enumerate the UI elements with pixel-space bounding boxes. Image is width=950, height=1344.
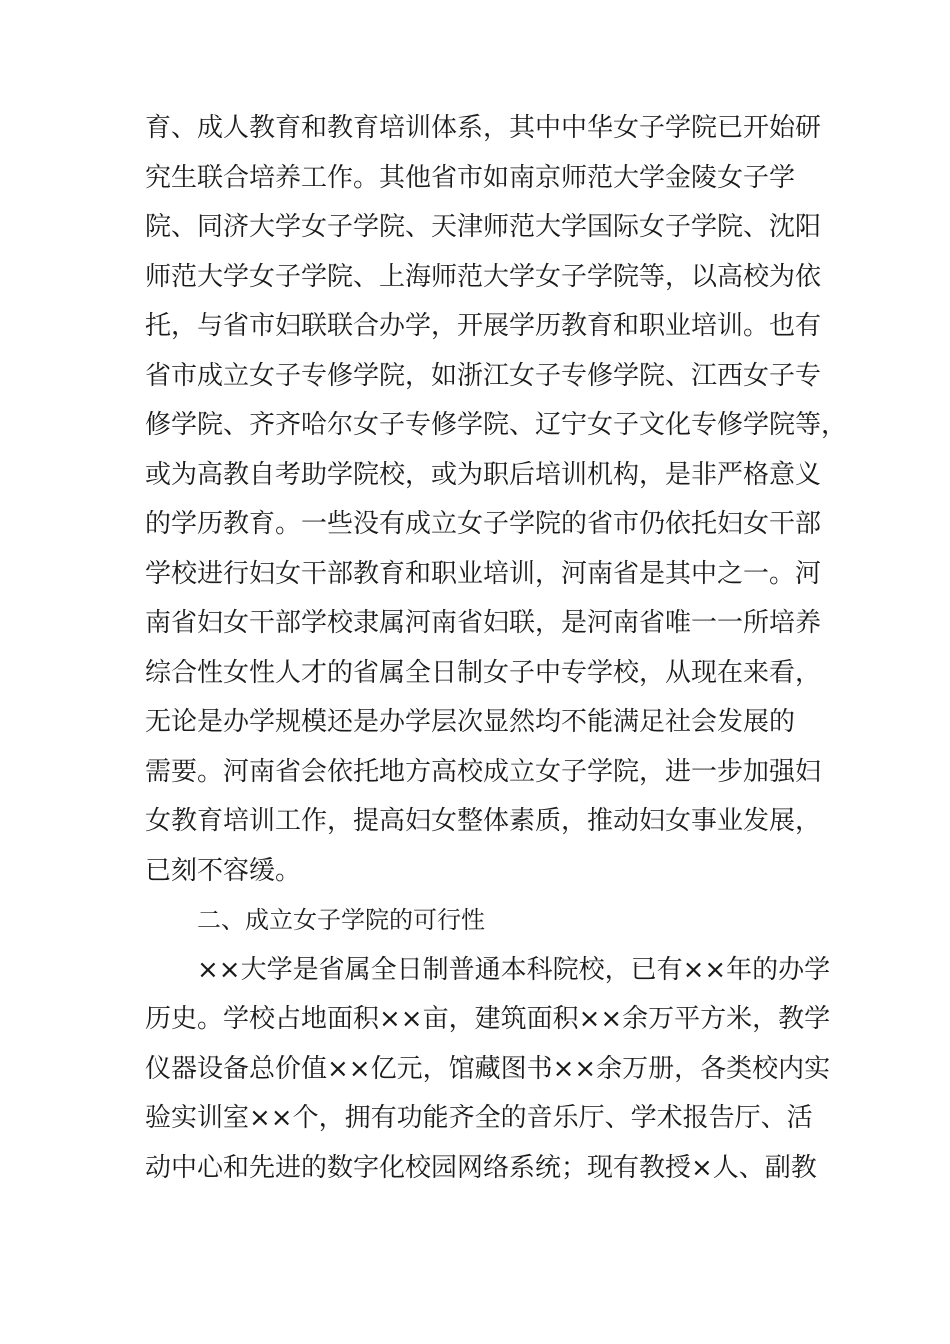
text-line: 无论是办学规模还是办学层次显然均不能满足社会发展的 [145,707,796,737]
text-line: 学校进行妇女干部教育和职业培训，河南省是其中之一。河 [145,558,822,589]
paragraph-university-profile [145,946,835,1194]
text-line: 需要。河南省会依托地方高校成立女子学院，进一步加强妇 [145,756,822,787]
text-line: 仪器设备总价值××亿元，馆藏图书××余万册，各类校内实 [145,1053,831,1084]
text-line: 师范大学女子学院、上海师范大学女子学院等，以高校为依 [145,261,822,292]
text-line: 修学院、齐齐哈尔女子专修学院、辽宁女子文化专修学院等， [145,410,848,440]
paragraph-women-colleges [145,104,848,896]
text-line: 已刻不容缓。 [145,855,302,886]
text-line: 综合性女性人才的省属全日制女子中专学校，从现在来看， [145,657,822,688]
text-line: 托，与省市妇联联合办学，开展学历教育和职业培训。也有 [145,311,822,341]
text-line: 的学历教育。一些没有成立女子学院的省市仍依托妇女干部 [145,509,822,539]
section-heading: 二、成立女子学院的可行性 [197,906,485,934]
text-line: ××大学是省属全日制普通本科院校，已有××年的办学 [197,954,831,985]
text-line: 历史。学校占地面积××亩，建筑面积××余万平方米，教学 [145,1004,831,1034]
text-line: 验实训室××个，拥有功能齐全的音乐厅、学术报告厅、活 [145,1103,813,1133]
text-line: 南省妇女干部学校隶属河南省妇联，是河南省唯一一所培养 [145,608,822,638]
document-body [145,104,848,1193]
text-line: 女教育培训工作，提高妇女整体素质，推动妇女事业发展， [145,806,822,836]
text-line: 或为高教自考助学院校，或为职后培训机构，是非严格意义 [145,459,822,490]
text-line: 院、同济大学女子学院、天津师范大学国际女子学院、沈阳 [145,212,822,242]
text-line: 省市成立女子专修学院，如浙江女子专修学院、江西女子专 [145,360,822,391]
text-line: 动中心和先进的数字化校园网络系统；现有教授×人、副教 [145,1152,817,1183]
text-line: 育、成人教育和教育培训体系，其中中华女子学院已开始研 [145,113,822,143]
text-line: 究生联合培养工作。其他省市如南京师范大学金陵女子学 [145,162,796,193]
